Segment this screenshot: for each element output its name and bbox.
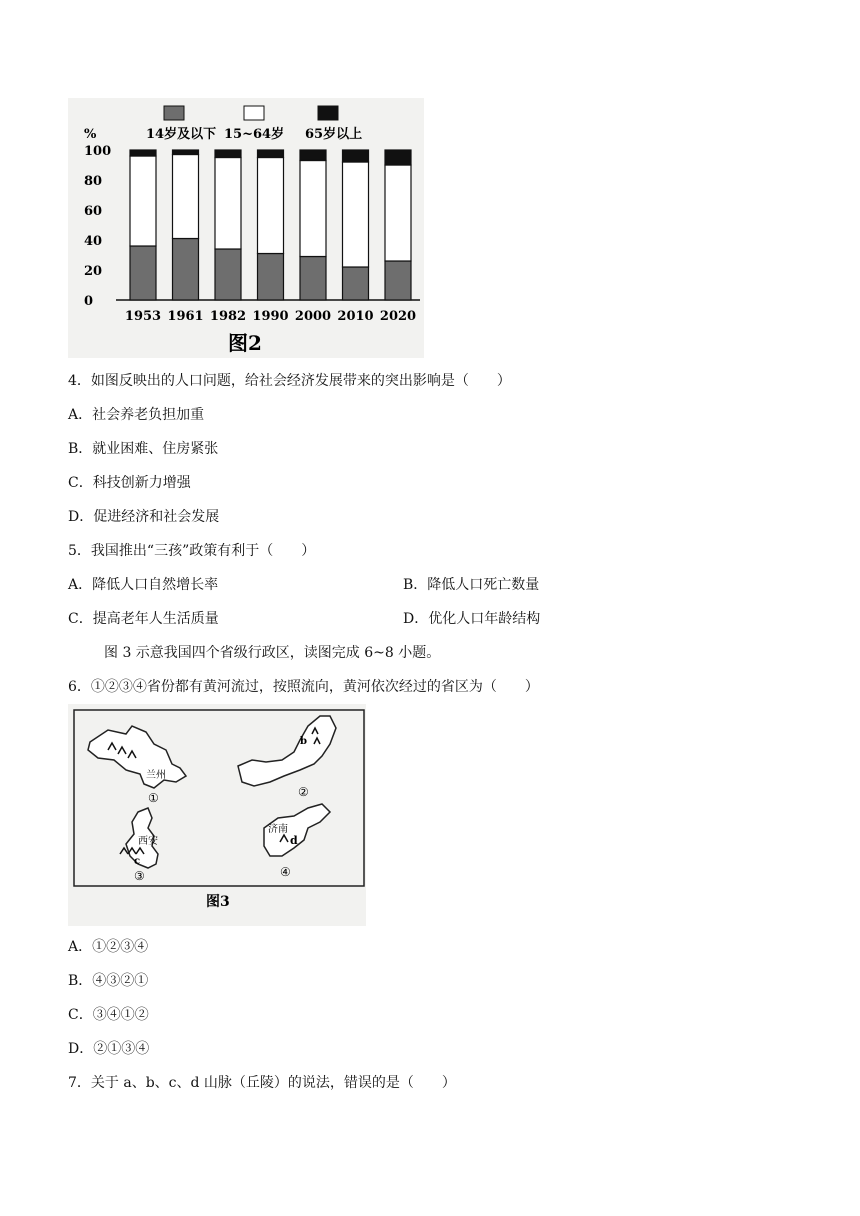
q4-option-a: A．社会养老负担加重 <box>68 407 205 423</box>
city-jinan-label: 济南 <box>268 824 288 835</box>
province-1-outline <box>88 726 186 788</box>
legend-swatch-old <box>318 106 338 120</box>
q4-option-c: C．科技创新力增强 <box>68 475 191 491</box>
q4-option-b: B．就业困难、住房紧张 <box>68 441 219 457</box>
x-tick-label: 1990 <box>252 309 289 324</box>
y-tick-label: 100 <box>84 144 112 159</box>
mountain-label-d: d <box>290 834 298 847</box>
bar-segment-2020-0 <box>385 261 411 300</box>
question-6-stem: 6．①②③④省份都有黄河流过，按照流向，黄河依次经过的省区为（ ） <box>68 679 539 695</box>
bar-segment-2000-1 <box>300 161 326 257</box>
bar-segment-1990-1 <box>258 158 284 254</box>
x-tick-label: 1961 <box>167 309 204 324</box>
figure-3-caption: 图3 <box>206 894 230 910</box>
q6-option-a: A．①②③④ <box>68 939 149 955</box>
province-map <box>68 704 366 926</box>
figure-2-caption: 图2 <box>228 331 262 355</box>
y-tick-label: 60 <box>84 204 103 219</box>
y-axis-ticks <box>84 144 111 309</box>
question-5-stem: 5．我国推出“三孩”政策有利于（ ） <box>68 543 316 559</box>
bar-segment-1990-2 <box>258 150 284 158</box>
q5-option-d: D．优化人口年龄结构 <box>403 611 541 627</box>
bar-segment-1982-0 <box>215 249 241 300</box>
province-1-label: ① <box>148 791 159 805</box>
bar-segment-2000-2 <box>300 150 326 161</box>
bar-segment-2010-0 <box>343 267 369 300</box>
chart-legend <box>146 106 362 142</box>
y-tick-label: 80 <box>84 174 103 189</box>
province-2-label: ② <box>298 785 309 799</box>
mountain-label-b: b <box>300 736 307 747</box>
y-axis-unit: % <box>84 127 97 142</box>
y-tick-label: 20 <box>84 264 103 279</box>
figure-3-province-map <box>68 704 366 926</box>
q5-option-a: A．降低人口自然增长率 <box>68 577 219 593</box>
bar-segment-1953-1 <box>130 156 156 246</box>
province-2-outline <box>238 716 336 786</box>
x-axis-ticks <box>125 309 416 324</box>
q6-option-b: B．④③②① <box>68 973 149 989</box>
city-xian-label: 西安 <box>138 836 158 847</box>
mountain-label-c: c <box>134 856 141 867</box>
bar-segment-1961-1 <box>173 155 199 239</box>
bar-segment-1961-0 <box>173 239 199 301</box>
question-7-stem: 7．关于 a、b、c、d 山脉（丘陵）的说法，错误的是（ ） <box>68 1075 456 1091</box>
y-tick-label: 40 <box>84 234 103 249</box>
legend-label-old: 65岁以上 <box>305 127 363 142</box>
bar-segment-1961-2 <box>173 150 199 155</box>
figure-2-age-structure-chart <box>68 98 424 358</box>
bar-segment-1990-0 <box>258 254 284 301</box>
q6-option-d: D．②①③④ <box>68 1041 150 1057</box>
legend-label-working: 15~64岁 <box>224 127 285 142</box>
y-tick-label: 0 <box>84 294 94 309</box>
bar-segment-2000-0 <box>300 257 326 301</box>
chart-bars <box>116 150 420 300</box>
bar-segment-2020-1 <box>385 165 411 261</box>
bar-segment-1953-0 <box>130 246 156 300</box>
x-tick-label: 1953 <box>124 309 162 324</box>
legend-swatch-working <box>244 106 264 120</box>
legend-swatch-young <box>164 106 184 120</box>
question-4-stem: 4．如图反映出的人口问题，给社会经济发展带来的突出影响是（ ） <box>68 373 511 389</box>
province-4-label: ④ <box>280 865 291 879</box>
province-3-label: ③ <box>134 869 145 883</box>
age-structure-chart <box>68 98 424 358</box>
x-tick-label: 2010 <box>337 309 374 324</box>
bar-segment-1953-2 <box>130 150 156 156</box>
x-tick-label: 2000 <box>294 309 332 324</box>
legend-label-young: 14岁及以下 <box>146 127 217 142</box>
q4-option-d: D．促进经济和社会发展 <box>68 509 220 525</box>
bar-segment-2010-2 <box>343 150 369 162</box>
bar-segment-2020-2 <box>385 150 411 165</box>
bar-segment-2010-1 <box>343 162 369 267</box>
figure-3-intro: 图 3 示意我国四个省级行政区，读图完成 6~8 小题。 <box>104 645 441 661</box>
city-lanzhou-label: 兰州 <box>146 770 166 781</box>
x-tick-label: 1982 <box>209 309 247 324</box>
q6-option-c: C．③④①② <box>68 1007 149 1023</box>
x-tick-label: 2020 <box>379 309 417 324</box>
q5-option-c: C．提高老年人生活质量 <box>68 611 219 627</box>
bar-segment-1982-2 <box>215 150 241 158</box>
q5-option-b: B．降低人口死亡数量 <box>403 577 540 593</box>
bar-segment-1982-1 <box>215 158 241 250</box>
